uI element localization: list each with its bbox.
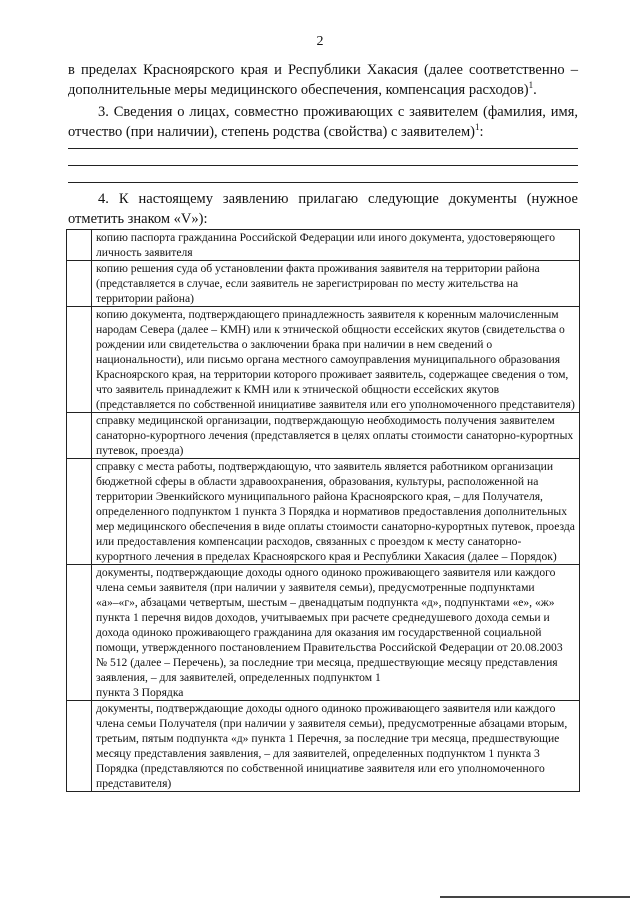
checkbox-cell[interactable] bbox=[67, 261, 92, 307]
document-description bbox=[92, 565, 580, 701]
document-description: справку медицинской организации, подтверждающую необходимость получения заявителем санаторно-курортного лечения (представляется в целях оплаты стоимости санаторно-курортных путевок, проезда) bbox=[92, 413, 580, 459]
blank-line-1[interactable] bbox=[68, 148, 578, 149]
table-row bbox=[67, 413, 580, 459]
table-row bbox=[67, 230, 580, 261]
blank-line-3[interactable] bbox=[68, 182, 578, 183]
blank-line-2[interactable] bbox=[68, 165, 578, 166]
checkbox-cell[interactable] bbox=[67, 459, 92, 565]
page-number: 2 bbox=[316, 34, 324, 49]
document-description-tail: пункта 3 Порядка bbox=[96, 686, 184, 699]
documents-table bbox=[66, 229, 580, 792]
table-row bbox=[67, 261, 580, 307]
checkbox-cell[interactable] bbox=[67, 565, 92, 701]
document-description: копию решения суда об установлении факта проживания заявителя на территории района (представляется в случае, если заявитель не зарегистрирован по месту жительства на территории района) bbox=[92, 261, 580, 307]
checkbox-cell[interactable] bbox=[67, 307, 92, 413]
document-description: справку с места работы, подтверждающую, что заявитель является работником организации бюджетной сферы в области здравоохранения, образования, культуры, расположенной на территории Эвенкийского муниципального района Красноярского края, – для Получателя, определенного подпунктом 1 пункта 3 Порядка и нормативов предоставления дополнительных мер медицинского обеспечения в виде оплаты стоимости санаторно-курортных путевок, проезда или предоставления компенсации расходов, связанных с проездом к месту санаторно-курортного лечения в пределах Красноярского края и Республики Хакасия (далее – Порядок) bbox=[92, 459, 580, 565]
checkbox-cell[interactable] bbox=[67, 701, 92, 792]
checkbox-cell[interactable] bbox=[67, 230, 92, 261]
table-row bbox=[67, 307, 580, 413]
section-3-heading: 3. Сведения о лицах, совместно проживающих с заявителем (фамилия, имя, отчество (при наличии), степень родства (свойства) с заявителем)$^1$: bbox=[68, 104, 578, 140]
table-row bbox=[67, 459, 580, 565]
document-description: копию документа, подтверждающего принадлежность заявителя к коренным малочисленным народам Севера (далее – КМН) или к этнической общности ессейских якутов (свидетельства о рождении или свидетельства о заключении брака при наличии в нем сведений о национальности), или письмо органа местного самоуправления муниципального образования Красноярского края, на территории которого проживает заявитель, содержащее сведения о том, что заявитель принадлежит к КМН или к этнической общности ессейских якутов (представляется по собственной инициативе заявителя или его уполномоченного представителя) bbox=[92, 307, 580, 413]
intro-line-1: в пределах Красноярского края и Республики Хакасия (далее соответственно – bbox=[68, 62, 578, 78]
section-4-heading: 4. К настоящему заявлению прилагаю следующие документы (нужное отметить знаком «V»): bbox=[68, 191, 578, 227]
table-row bbox=[67, 701, 580, 792]
intro-paragraph bbox=[68, 60, 578, 100]
document-description: документы, подтверждающие доходы одного одиноко проживающего заявителя или каждого члена семьи Получателя (при наличии у заявителя семьи), предусмотренные абзацами вторым, третьим, пятым подпункта «д» пункта 1 Перечня, за последние три месяца, предшествующие месяцу представления заявления, – для заявителей, определенных подпунктом 1 пункта 3 Порядка (представляются по собственной инициативе заявителя или его уполномоченного представителя) bbox=[92, 701, 580, 792]
page-edge-rule bbox=[440, 896, 630, 898]
table-row bbox=[67, 565, 580, 701]
document-description: копию паспорта гражданина Российской Федерации или иного документа, удостоверяющего личность заявителя bbox=[92, 230, 580, 261]
checkbox-cell[interactable] bbox=[67, 413, 92, 459]
intro-line-2: дополнительные меры медицинского обеспечения, компенсация расходов)$^1$. bbox=[68, 80, 537, 98]
document-description-main: документы, подтверждающие доходы одного одиноко проживающего заявителя или каждого члена семьи заявителя (при наличии у заявителя семьи), предусмотренные подпунктами «а»–«г», абзацами четвертым, шестым – двенадцатым подпункта «д», подпунктами «е», «ж» пункта 1 перечня видов доходов, учитываемых при расчете среднедушевого дохода семьи и дохода одиноко проживающего гражданина для оказания им государственной социальной помощи, утвержденного постановлением Правительства Российской Федерации от 20.08.2003 № 512 (далее – Перечень), за последние три месяца, предшествующие месяцу представления заявления, – для заявителей, определенных подпунктом 1 bbox=[96, 566, 563, 684]
